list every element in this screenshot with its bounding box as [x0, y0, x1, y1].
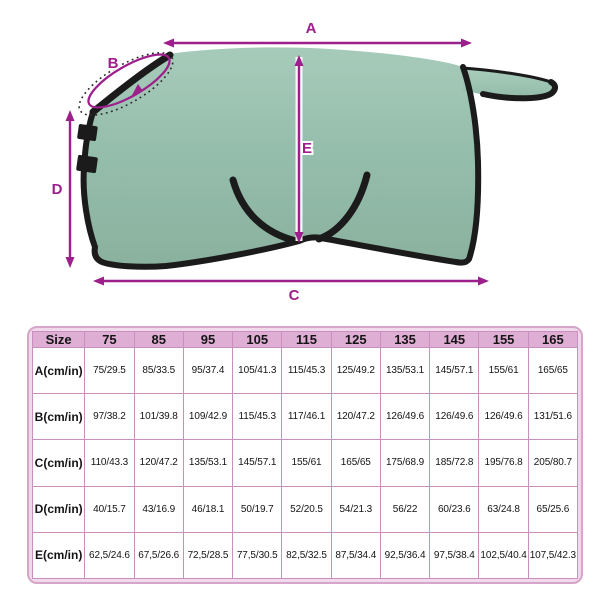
header-size-105: 105 [233, 332, 282, 348]
row-label: E(cm/in) [33, 532, 85, 578]
table-row [33, 348, 578, 394]
size-table-header-row [33, 332, 578, 348]
row-label: B(cm/in) [33, 394, 85, 440]
size-value-cell: 63/24.8 [479, 486, 528, 532]
header-size-125: 125 [331, 332, 380, 348]
size-table [32, 331, 578, 579]
size-value-cell: 85/33.5 [134, 348, 183, 394]
header-size-155: 155 [479, 332, 528, 348]
size-value-cell: 115/45.3 [233, 394, 282, 440]
size-value-cell: 125/49.2 [331, 348, 380, 394]
size-value-cell: 185/72.8 [430, 440, 479, 486]
size-value-cell: 145/57.1 [430, 348, 479, 394]
table-row [33, 394, 578, 440]
row-label: D(cm/in) [33, 486, 85, 532]
size-value-cell: 92,5/36.4 [380, 532, 429, 578]
size-value-cell: 77,5/30.5 [233, 532, 282, 578]
size-value-cell: 52/20.5 [282, 486, 331, 532]
header-size-95: 95 [183, 332, 232, 348]
measure-c-arrowhead-left [93, 277, 104, 286]
size-value-cell: 87,5/34.4 [331, 532, 380, 578]
size-value-cell: 107,5/42.3 [528, 532, 577, 578]
measure-c-arrowhead-right [478, 277, 489, 286]
size-value-cell: 126/49.6 [430, 394, 479, 440]
size-value-cell: 120/47.2 [134, 440, 183, 486]
row-label: C(cm/in) [33, 440, 85, 486]
size-value-cell: 67,5/26.6 [134, 532, 183, 578]
measure-d-arrowhead-bottom [66, 257, 75, 268]
size-value-cell: 56/22 [380, 486, 429, 532]
size-value-cell: 155/61 [479, 348, 528, 394]
size-value-cell: 110/43.3 [85, 440, 134, 486]
size-value-cell: 50/19.7 [233, 486, 282, 532]
header-size-115: 115 [282, 332, 331, 348]
size-value-cell: 46/18.1 [183, 486, 232, 532]
label-d: D [51, 181, 63, 198]
size-value-cell: 117/46.1 [282, 394, 331, 440]
size-value-cell: 43/16.9 [134, 486, 183, 532]
header-size-label: Size [33, 332, 85, 348]
header-size-145: 145 [430, 332, 479, 348]
size-value-cell: 126/49.6 [479, 394, 528, 440]
size-value-cell: 115/45.3 [282, 348, 331, 394]
size-value-cell: 126/49.6 [380, 394, 429, 440]
size-value-cell: 131/51.6 [528, 394, 577, 440]
size-value-cell: 155/61 [282, 440, 331, 486]
table-row [33, 486, 578, 532]
label-a: A [305, 20, 317, 37]
size-value-cell: 145/57.1 [233, 440, 282, 486]
table-row [33, 440, 578, 486]
size-table-container [27, 326, 583, 584]
label-c: C [288, 287, 300, 304]
table-row [33, 532, 578, 578]
chest-buckle-top [77, 124, 98, 141]
header-size-75: 75 [85, 332, 134, 348]
measure-d-arrowhead-top [66, 110, 75, 121]
size-value-cell: 40/15.7 [85, 486, 134, 532]
size-value-cell: 75/29.5 [85, 348, 134, 394]
size-value-cell: 135/53.1 [380, 348, 429, 394]
size-value-cell: 175/68.9 [380, 440, 429, 486]
header-size-85: 85 [134, 332, 183, 348]
size-value-cell: 97/38.2 [85, 394, 134, 440]
size-value-cell: 62,5/24.6 [85, 532, 134, 578]
size-value-cell: 97,5/38.4 [430, 532, 479, 578]
size-value-cell: 65/25.6 [528, 486, 577, 532]
label-b: B [107, 55, 119, 72]
size-value-cell: 205/80.7 [528, 440, 577, 486]
size-value-cell: 195/76.8 [479, 440, 528, 486]
size-value-cell: 82,5/32.5 [282, 532, 331, 578]
header-size-165: 165 [528, 332, 577, 348]
chest-buckle-bottom [76, 155, 98, 174]
size-value-cell: 60/23.6 [430, 486, 479, 532]
label-e: E [301, 140, 313, 157]
size-value-cell: 109/42.9 [183, 394, 232, 440]
size-value-cell: 54/21.3 [331, 486, 380, 532]
size-value-cell: 135/53.1 [183, 440, 232, 486]
measure-a-arrowhead-right [461, 39, 472, 48]
size-value-cell: 72,5/28.5 [183, 532, 232, 578]
row-label: A(cm/in) [33, 348, 85, 394]
header-size-135: 135 [380, 332, 429, 348]
size-value-cell: 165/65 [331, 440, 380, 486]
size-value-cell: 120/47.2 [331, 394, 380, 440]
size-value-cell: 95/37.4 [183, 348, 232, 394]
size-value-cell: 105/41.3 [233, 348, 282, 394]
size-value-cell: 101/39.8 [134, 394, 183, 440]
size-value-cell: 102,5/40.4 [479, 532, 528, 578]
size-value-cell: 165/65 [528, 348, 577, 394]
measure-a-arrowhead-left [163, 39, 174, 48]
